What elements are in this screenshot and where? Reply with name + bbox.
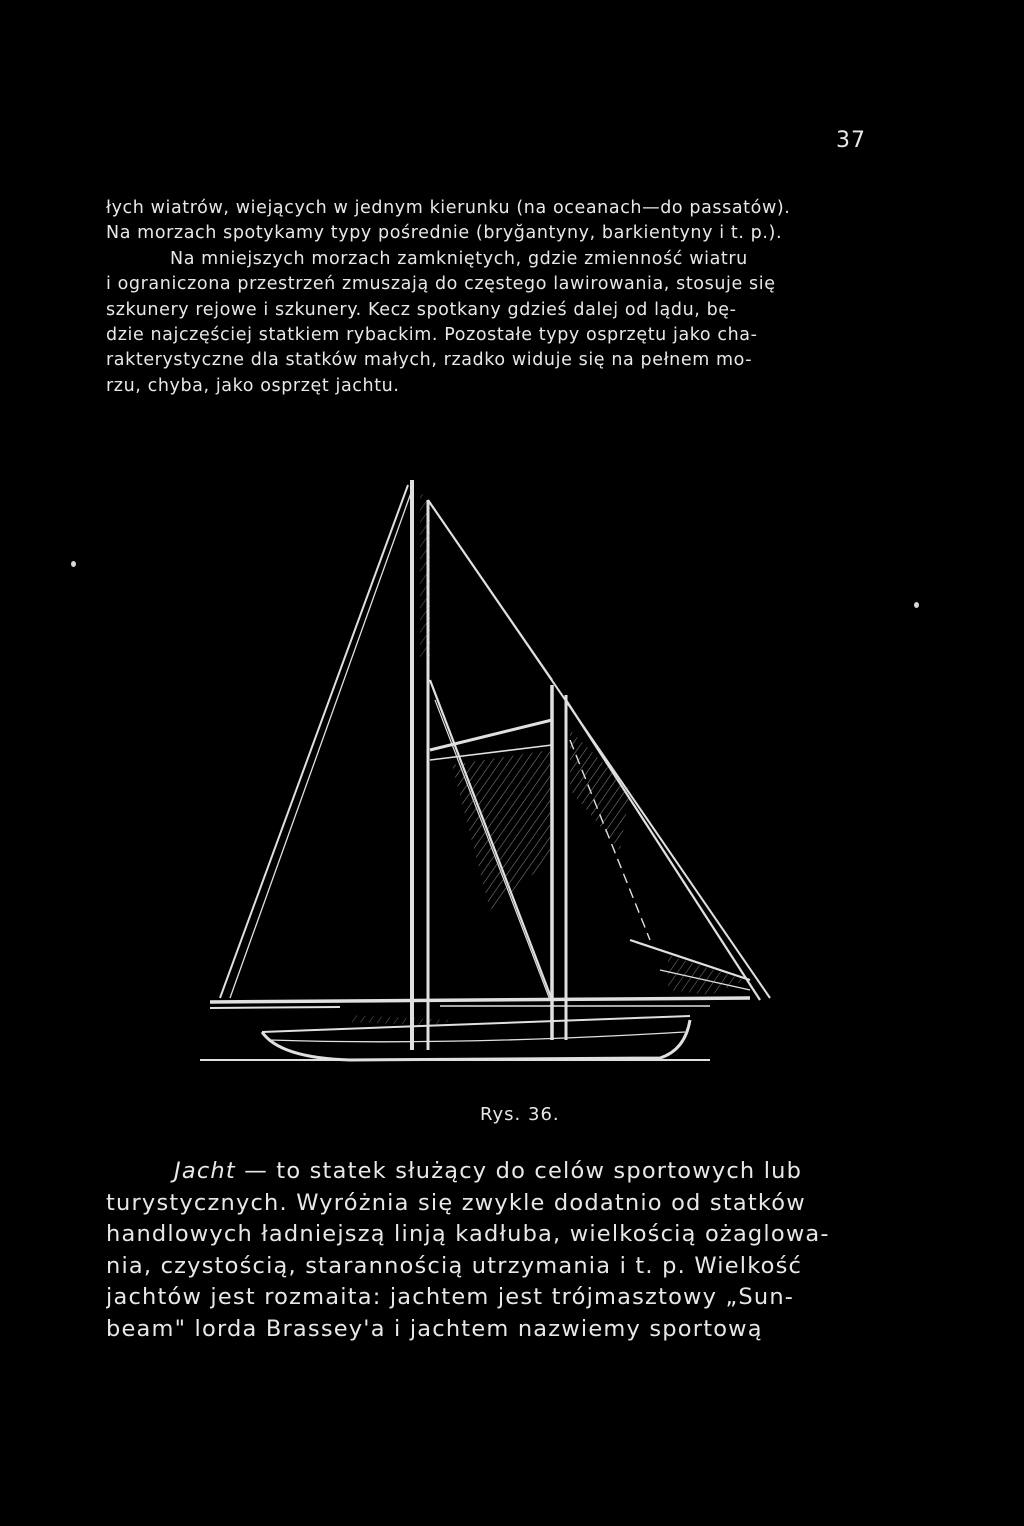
- page-number: 37: [836, 128, 866, 153]
- text-line: i ograniczona przestrzeń zmuszają do częstego lawirowania, stosuje się: [106, 274, 776, 295]
- bottom-paragraph: [106, 1156, 870, 1346]
- schooner-yacht-illustration: [190, 460, 810, 1070]
- text-line: jachtów jest rozmaita: jachtem jest trójmasztowy „Sun-: [106, 1284, 795, 1311]
- text-line: Na morzach spotykamy typy pośrednie (bryğantyny, barkientyny i t. p.).: [106, 223, 783, 244]
- figure-caption: Rys. 36.: [480, 1104, 560, 1125]
- text-line: turystycznych. Wyróżnia się zwykle dodatnio od statków: [106, 1189, 806, 1216]
- text-line: Na mniejszych morzach zamkniętych, gdzie zmienność wiatru: [170, 248, 748, 269]
- text-line: łych wiatrów, wiejących w jednym kierunku (na oceanach—do passatów).: [106, 198, 791, 218]
- term-jacht: Jacht: [174, 1158, 236, 1184]
- scan-speck: [914, 602, 919, 608]
- top-paragraph: [106, 196, 866, 399]
- text-line: [106, 1156, 870, 1188]
- text-line: nia, czystością, starannością utrzymania i t. p. Wielkość: [106, 1252, 803, 1279]
- text-line: rakterystyczne dla statków małych, rzadko widuje się na pełnem mo-: [106, 350, 753, 371]
- text-run: — to statek służący do celów sportowych lub: [235, 1158, 803, 1184]
- schooner-yacht-sail-plan-icon: [190, 460, 810, 1070]
- text-line: rzu, chyba, jako osprzęt jachtu.: [106, 375, 400, 396]
- text-line: szkunery rejowe i szkunery. Kecz spotkany gdzieś dalej od lądu, bę-: [106, 299, 737, 320]
- text-line: dzie najczęściej statkiem rybackim. Pozostałe typy osprzętu jako cha-: [106, 325, 758, 346]
- text-line: handlowych ładniejszą linją kadłuba, wielkością ożaglowa-: [106, 1221, 830, 1248]
- scan-speck: [71, 561, 76, 567]
- text-line: beam" lorda Brassey'a i jachtem nazwiemy sportową: [106, 1315, 763, 1342]
